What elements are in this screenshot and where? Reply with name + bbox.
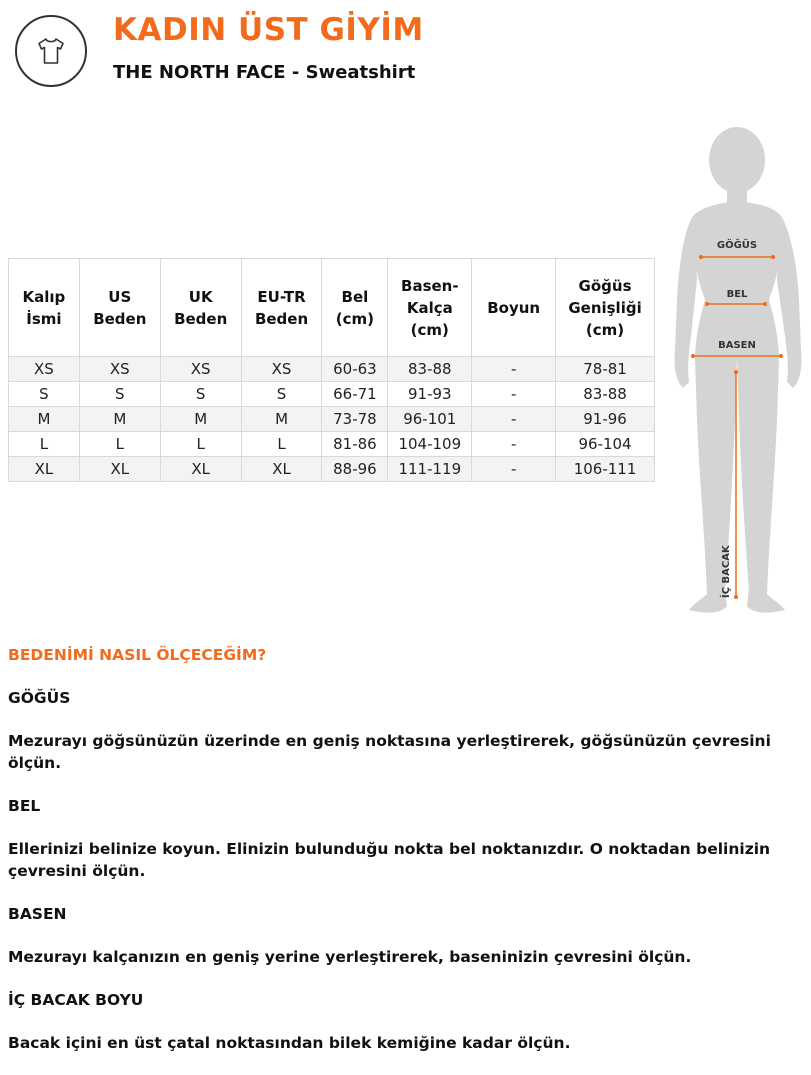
table-cell: 73-78 [322,407,388,432]
table-cell: 78-81 [556,357,655,382]
table-cell: XS [241,357,322,382]
table-cell: M [241,407,322,432]
guide-heading: BEDENİMİ NASIL ÖLÇECEĞİM? [8,646,267,664]
guide-label-chest: GÖĞÜS [8,689,71,707]
tshirt-icon [15,15,87,87]
table-cell: M [160,407,241,432]
table-row [9,457,655,482]
table-header-row [9,259,655,357]
page-subtitle: THE NORTH FACE - Sweatshirt [113,62,416,83]
col-header-waist: Bel (cm) [322,259,388,357]
table-row [9,357,655,382]
guide-text-hip: Mezurayı kalçanızın en geniş yerine yerleştirerek, baseninizin çevresini ölçün. [8,948,692,966]
table-cell: 91-96 [556,407,655,432]
table-cell: XS [79,357,160,382]
col-header-uk: UK Beden [160,259,241,357]
guide-label-inseam: İÇ BACAK BOYU [8,991,144,1009]
table-cell: 104-109 [388,432,472,457]
table-cell: XL [160,457,241,482]
table-cell: XL [79,457,160,482]
table-cell: 81-86 [322,432,388,457]
table-cell: 96-101 [388,407,472,432]
body-silhouette [674,127,801,613]
table-cell: S [160,382,241,407]
size-table [8,258,655,482]
table-cell: - [472,382,556,407]
guide-label-waist: BEL [8,797,41,815]
body-measurement-figure [665,120,811,620]
guide-label-hip: BASEN [8,905,67,923]
col-header-chest: Göğüs Genişliği (cm) [556,259,655,357]
table-cell: 106-111 [556,457,655,482]
col-header-hip: Basen- Kalça (cm) [388,259,472,357]
inseam-label: İÇ BACAK [721,545,732,598]
table-cell: XS [160,357,241,382]
table-cell: 66-71 [322,382,388,407]
table-cell: 83-88 [388,357,472,382]
guide-text-chest: Mezurayı göğsünüzün üzerinde en geniş noktasına yerleştirerek, göğsünüzün çevresini ölçün. [8,732,771,772]
tshirt-icon-glyph [35,35,67,67]
table-cell: L [9,432,80,457]
table-row [9,407,655,432]
table-row [9,432,655,457]
table-cell: XL [241,457,322,482]
table-cell: - [472,432,556,457]
table-cell: S [9,382,80,407]
table-row [9,382,655,407]
table-cell: 111-119 [388,457,472,482]
hip-label: BASEN [718,340,756,351]
col-header-fit: Kalıp İsmi [9,259,80,357]
table-cell: XS [9,357,80,382]
body-silhouette-illustration [665,120,811,620]
waist-label: BEL [726,289,748,300]
table-cell: 91-93 [388,382,472,407]
col-header-eu-tr: EU-TR Beden [241,259,322,357]
table-cell: M [9,407,80,432]
page-title: KADIN ÜST GİYİM [113,12,424,48]
table-cell: - [472,357,556,382]
table-cell: L [241,432,322,457]
guide-text-waist: Ellerinizi belinize koyun. Elinizin bulunduğu nokta bel noktanızdır. O noktadan belinizin çevresini ölçün. [8,840,771,880]
col-header-neck: Boyun [472,259,556,357]
table-cell: L [160,432,241,457]
table-cell: M [79,407,160,432]
table-cell: 96-104 [556,432,655,457]
table-cell: S [241,382,322,407]
table-cell: 60-63 [322,357,388,382]
table-cell: - [472,407,556,432]
table-cell: S [79,382,160,407]
col-header-us: US Beden [79,259,160,357]
table-cell: L [79,432,160,457]
table-cell: 83-88 [556,382,655,407]
chest-label: GÖĞÜS [716,240,758,251]
table-cell: - [472,457,556,482]
table-cell: XL [9,457,80,482]
guide-text-inseam: Bacak içini en üst çatal noktasından bilek kemiğine kadar ölçün. [8,1034,571,1052]
measurement-guide [8,644,803,1075]
table-cell: 88-96 [322,457,388,482]
